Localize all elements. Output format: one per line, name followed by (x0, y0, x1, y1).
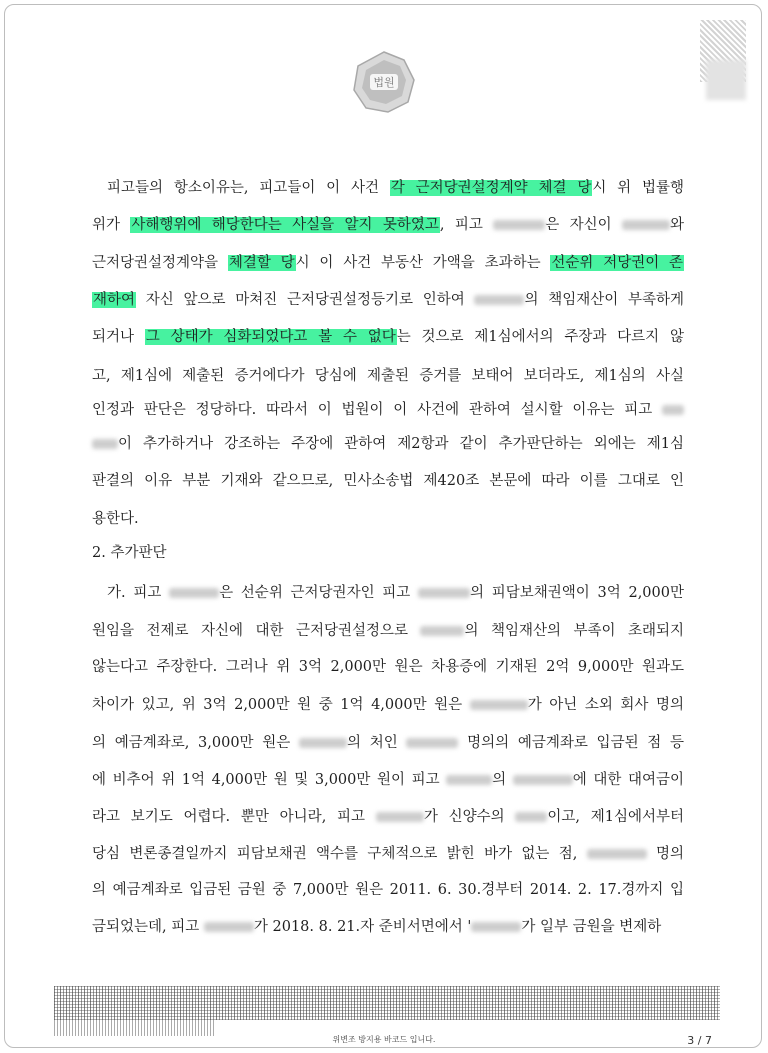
highlighted-text: 각 근저당권설정계약 체결 당 (390, 180, 592, 196)
text-segment: 의 (492, 772, 513, 788)
text-segment: 은 선순위 근저당권자인 피고 (219, 585, 419, 601)
text-segment: 피고들의 항소이유는, 피고들이 이 사건 (107, 180, 390, 196)
page-number: 3 / 7 (687, 1034, 712, 1047)
barcode-note: 위변조 방지용 바코드 입니다. (332, 1035, 436, 1044)
highlighted-text: 재하여 (93, 292, 136, 308)
text-segment: 가. 피고 (107, 585, 170, 601)
text-segment: 에 대한 대여금이 (572, 772, 684, 788)
redacted-name (406, 738, 458, 748)
text-line (92, 806, 684, 828)
text-line (92, 916, 684, 938)
text-segment: , 피고 (439, 217, 494, 233)
redacted-name (420, 626, 464, 636)
text-segment: 의 예금계좌로, 3,000만 원은 (92, 735, 299, 751)
court-emblem (352, 50, 416, 114)
redacted-name (470, 700, 528, 710)
redacted-name (513, 775, 573, 785)
text-line (92, 252, 684, 274)
text-line (92, 326, 684, 348)
text-line (92, 365, 684, 387)
text-segment: 가 신양수의 (423, 809, 516, 825)
text-line (92, 582, 684, 604)
text-segment: 의 처인 (346, 735, 407, 751)
redacted-name (474, 295, 524, 305)
redacted-name (299, 738, 347, 748)
text-segment: 위가 (92, 217, 131, 233)
text-line (92, 399, 684, 421)
highlighted-text: 그 상태가 심화되었다고 볼 수 없다 (145, 329, 396, 345)
text-segment: 않는다고 주장한다. 그러나 위 3억 2,000만 원은 차용증에 기재된 2억 9,000만 원과도 (92, 659, 684, 675)
text-segment: 이 추가하거나 강조하는 주장에 관하여 제2항과 같이 추가판단하는 외에는 제1심 (118, 436, 684, 452)
text-segment: 되거나 (92, 329, 145, 345)
redacted-name (92, 439, 118, 449)
text-segment: 원임을 전제로 자신에 대한 근저당권설정으로 (92, 623, 421, 639)
text-segment: 의 책임재산이 부족하게 (524, 292, 684, 308)
text-segment: 명의의 예금계좌로 입금된 점 등 (458, 735, 684, 751)
document-qr-code-blur (706, 60, 746, 100)
text-segment: 명의 (646, 846, 685, 862)
text-segment: 시 위 법률행 (592, 180, 684, 196)
text-segment: 은 자신이 (545, 217, 622, 233)
text-line (92, 214, 684, 236)
text-line (92, 656, 684, 678)
redacted-name (587, 849, 647, 859)
text-line (92, 433, 684, 455)
text-line (92, 620, 684, 642)
text-segment: 가 일부 금원을 변제하 (521, 919, 662, 935)
redacted-name (418, 588, 470, 598)
text-segment: 자신 앞으로 마쳐진 근저당권설정등기로 인하여 (136, 292, 475, 308)
text-segment: 의 피담보채권액이 3억 2,000만 (470, 585, 684, 601)
redacted-name (622, 220, 670, 230)
redacted-name (662, 405, 684, 415)
redacted-name (204, 922, 254, 932)
text-line (92, 879, 684, 901)
text-segment: 당심 변론종결일까지 피담보채권 액수를 구체적으로 밝힌 바가 없는 점, (92, 846, 587, 862)
text-segment: 가 아닌 소외 회사 명의 (527, 697, 684, 713)
anti-forgery-barcode (54, 986, 720, 1020)
redacted-name (471, 922, 521, 932)
text-segment: 는 것으로 제1심에서의 주장과 다르지 않 (396, 329, 684, 345)
emblem-label: 법원 (373, 76, 395, 89)
text-segment: 가 2018. 8. 21.자 준비서면에서 ' (253, 919, 472, 935)
text-segment: 용한다. (92, 511, 139, 527)
text-segment: 이고, 제1심에서부터 (547, 809, 684, 825)
text-line (92, 508, 684, 530)
text-line (92, 177, 684, 199)
text-segment: 고, 제1심에 제출된 증거에다가 당심에 제출된 증거를 보태어 보더라도, 제1심의 사실 (92, 368, 684, 384)
text-segment: 근저당권설정계약을 (92, 255, 228, 271)
highlighted-text: 선순위 저당권이 존 (551, 255, 684, 271)
section-heading: 2. 추가판단 (92, 545, 167, 561)
text-line (92, 732, 684, 754)
redacted-name (169, 588, 219, 598)
redacted-name (515, 812, 547, 822)
highlighted-text: 사해행위에 해당한다는 사실을 알지 못하였고 (131, 217, 439, 233)
text-segment: 에 비추어 위 1억 4,000만 원 및 3,000만 원이 피고 (92, 772, 447, 788)
text-segment: 판결의 이유 부분 기재와 같으므로, 민사소송법 제420조 본문에 따라 이를 그대로 인 (92, 473, 684, 489)
text-line (92, 470, 684, 492)
text-segment: 라고 보기도 어렵다. 뿐만 아니라, 피고 (92, 809, 376, 825)
text-segment: 의 책임재산의 부족이 초래되지 (464, 623, 684, 639)
text-segment: 시 이 사건 부동산 가액을 초과하는 (295, 255, 551, 271)
text-segment: 차이가 있고, 위 3억 2,000만 원 중 1억 4,000만 원은 (92, 697, 470, 713)
text-segment: 인정과 판단은 정당하다. 따라서 이 법원이 이 사건에 관하여 설시할 이유는 피고 (92, 402, 662, 418)
redacted-name (493, 220, 545, 230)
redacted-name (376, 812, 424, 822)
redacted-name (446, 775, 492, 785)
text-line (92, 769, 684, 791)
text-segment: 와 (669, 217, 684, 233)
text-segment: 금되었는데, 피고 (92, 919, 204, 935)
text-line (92, 694, 684, 716)
text-line (92, 843, 684, 865)
text-line (92, 289, 684, 311)
highlighted-text: 체결할 당 (228, 255, 295, 271)
text-segment: 의 예금계좌로 입금된 금원 중 7,000만 원은 2011. 6. 30.경부터 2014. 2. 17.경까지 입 (92, 882, 684, 898)
